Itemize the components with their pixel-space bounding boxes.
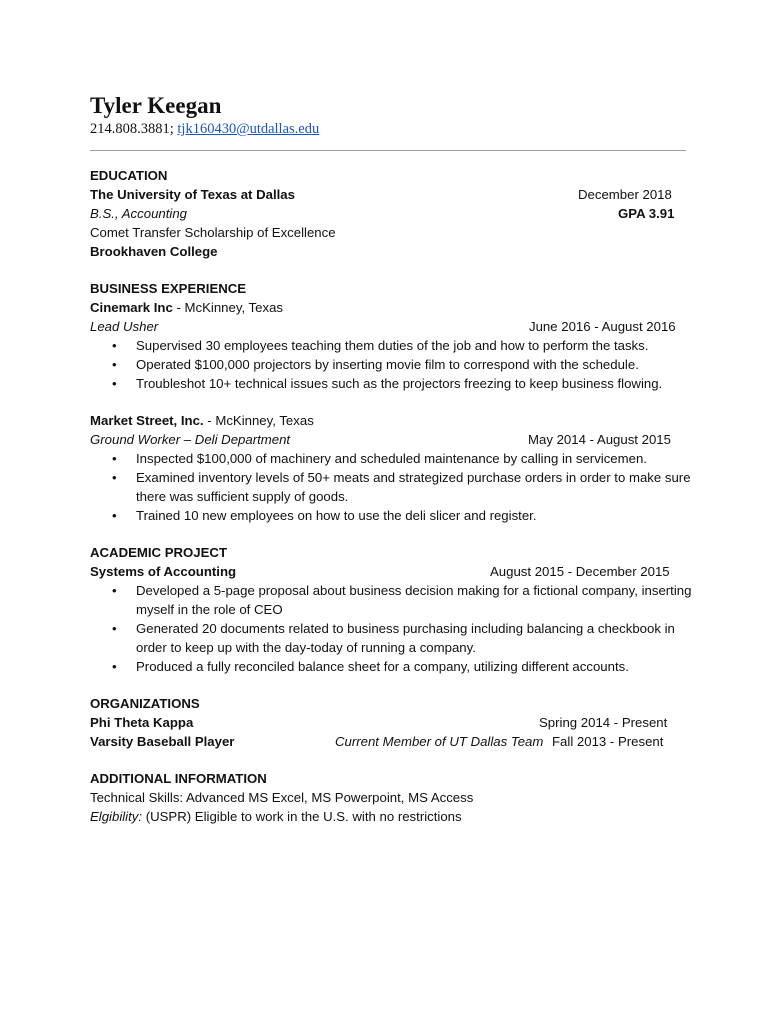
job-role-row xyxy=(90,317,686,336)
bullet-text: Examined inventory levels of 50+ meats and strategized purchase orders in order to make sure there was sufficient supply of goods. xyxy=(136,470,691,504)
job-dates: May 2014 - August 2015 xyxy=(528,432,671,447)
resume-header xyxy=(90,92,686,138)
additional-title: ADDITIONAL INFORMATION xyxy=(90,771,267,786)
list-item xyxy=(90,657,696,676)
bullet-text: Troubleshot 10+ technical issues such as the projectors freezing to keep business flowing. xyxy=(136,376,663,391)
organization-name: Varsity Baseball Player xyxy=(90,734,235,749)
degree: B.S., Accounting xyxy=(90,206,188,221)
project-dates: August 2015 - December 2015 xyxy=(490,564,670,579)
list-item xyxy=(90,581,696,619)
bullet-icon: • xyxy=(112,376,117,391)
job-role: Lead Usher xyxy=(90,319,159,334)
header-divider xyxy=(90,150,686,151)
eligibility-label: Elgibility: xyxy=(90,809,143,824)
experience-title: BUSINESS EXPERIENCE xyxy=(90,281,247,296)
spacer xyxy=(90,751,686,769)
list-item xyxy=(90,355,696,374)
bullet-icon: • xyxy=(112,508,117,523)
job-market-street xyxy=(90,411,691,525)
organization-dates: Fall 2013 - Present xyxy=(552,734,664,749)
job-company: Cinemark Inc xyxy=(90,300,173,315)
list-item xyxy=(90,336,696,355)
job-bullets xyxy=(90,336,686,393)
organization-name: Phi Theta Kappa xyxy=(90,715,194,730)
bullet-icon: • xyxy=(112,470,117,485)
job-dates: June 2016 - August 2016 xyxy=(529,319,676,334)
phone-number: 214.808.3881; xyxy=(90,121,174,137)
eligibility-row xyxy=(90,807,686,826)
eligibility-text: (USPR) Eligible to work in the U.S. with no restrictions xyxy=(142,809,462,824)
job-role-row xyxy=(90,430,686,449)
bullet-text: Inspected $100,000 of machinery and scheduled maintenance by calling in servicemen. xyxy=(136,451,647,466)
bullet-text: Produced a fully reconciled balance sheet for a company, utilizing different accounts. xyxy=(136,659,629,674)
gpa: GPA 3.91 xyxy=(618,206,675,221)
bullet-text: Trained 10 new employees on how to use the deli slicer and register. xyxy=(136,508,537,523)
organization-row xyxy=(90,713,686,732)
list-item xyxy=(90,619,696,657)
list-item xyxy=(90,449,696,468)
project-title: ACADEMIC PROJECT xyxy=(90,545,228,560)
project-bullets xyxy=(90,581,692,676)
organization-row xyxy=(90,732,686,751)
bullet-text: Operated $100,000 projectors by inserting movie film to correspond with the schedule. xyxy=(136,357,639,372)
job-role: Ground Worker – Deli Department xyxy=(90,432,291,447)
spacer xyxy=(90,393,686,411)
list-item xyxy=(90,374,696,393)
bullet-text: Supervised 30 employees teaching them duties of the job and how to perform the tasks. xyxy=(136,338,649,353)
bullet-icon: • xyxy=(112,583,117,598)
spacer xyxy=(90,525,686,543)
job-company-row xyxy=(90,298,686,317)
organization-note: Current Member of UT Dallas Team xyxy=(335,734,544,749)
project-name-row xyxy=(90,562,686,581)
job-location: - McKinney, Texas xyxy=(203,413,314,428)
education-title: EDUCATION xyxy=(90,168,168,183)
bullet-text: Generated 20 documents related to business purchasing including balancing a checkbook in order to keep up with the day-today of running a company. xyxy=(136,621,675,655)
job-cinemark xyxy=(90,298,686,393)
school-name: The University of Texas at Dallas xyxy=(90,187,295,202)
list-item xyxy=(90,506,696,525)
bullet-icon: • xyxy=(112,357,117,372)
college-name: Brookhaven College xyxy=(90,244,218,259)
technical-skills: Technical Skills: Advanced MS Excel, MS Powerpoint, MS Access xyxy=(90,790,474,805)
bullet-icon: • xyxy=(112,338,117,353)
contact-line xyxy=(90,120,686,138)
spacer xyxy=(90,676,686,694)
job-company: Market Street, Inc. xyxy=(90,413,204,428)
project-name: Systems of Accounting xyxy=(90,564,237,579)
job-company-row xyxy=(90,411,686,430)
resume-body xyxy=(90,166,692,826)
job-location: - McKinney, Texas xyxy=(172,300,284,315)
spacer xyxy=(90,261,686,279)
organization-dates: Spring 2014 - Present xyxy=(539,715,668,730)
education-school-row xyxy=(90,185,686,204)
email-link[interactable]: tjk160430@utdallas.edu xyxy=(177,121,320,137)
bullet-text: Developed a 5-page proposal about business decision making for a fictional company, inserting myself in the role of CEO xyxy=(136,583,692,617)
bullet-icon: • xyxy=(112,451,117,466)
bullet-icon: • xyxy=(112,659,117,674)
bullet-icon: • xyxy=(112,621,117,636)
job-bullets xyxy=(90,449,691,525)
scholarship: Comet Transfer Scholarship of Excellence xyxy=(90,225,336,240)
organizations-title: ORGANIZATIONS xyxy=(90,696,200,711)
candidate-name: Tyler Keegan xyxy=(90,93,222,118)
school-date: December 2018 xyxy=(578,187,672,202)
list-item xyxy=(90,468,696,506)
education-degree-row xyxy=(90,204,686,223)
